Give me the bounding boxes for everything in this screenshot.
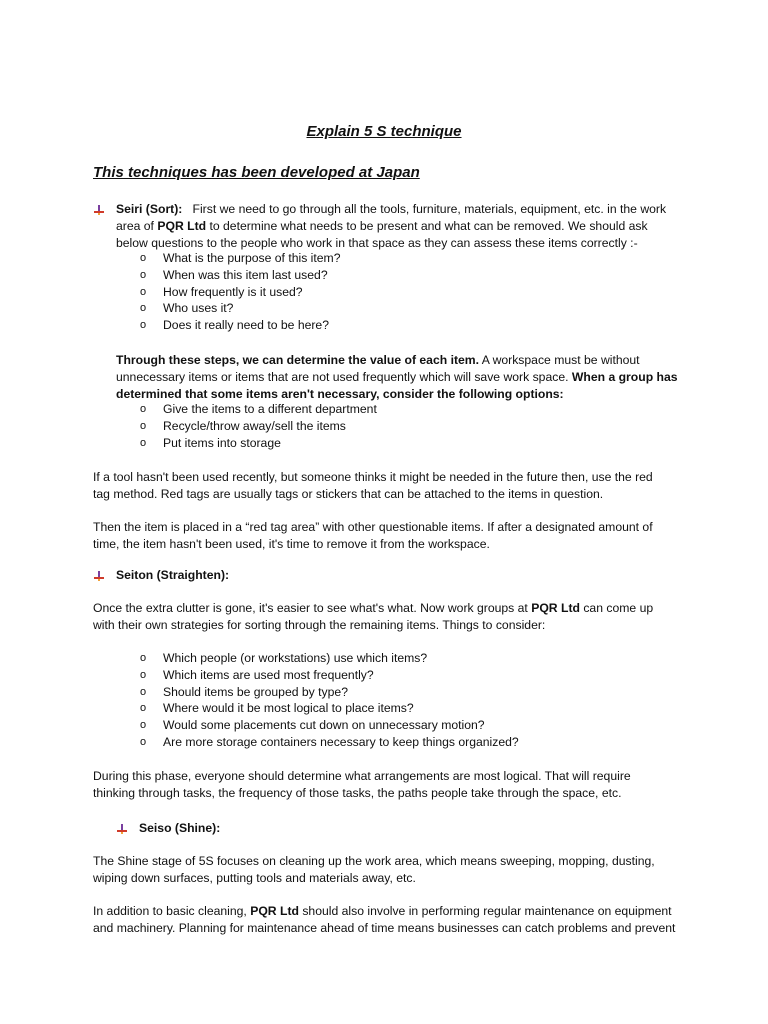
red-tag-area-paragraph (93, 519, 718, 553)
list-item (140, 650, 519, 667)
seiso-shine-line-1: The Shine stage of 5S focuses on cleaning up the work area, which means sweeping, mopping, dusting, (93, 854, 655, 868)
list-marker: o (140, 252, 147, 264)
list-item (140, 435, 377, 452)
company-name: PQR Ltd (250, 904, 299, 918)
steps-normal-text: A workspace must be without (479, 353, 640, 367)
seiton-question-list (140, 650, 519, 751)
list-item (140, 418, 377, 435)
seiton-line-1-pre: Once the extra clutter is gone, it's easier to see what's what. Now work groups at (93, 601, 532, 615)
seiso-shine-line-2: wiping down surfaces, putting tools and materials away, etc. (93, 870, 416, 885)
list-item-text: When was this item last used? (163, 267, 328, 282)
company-name: PQR Ltd (531, 601, 580, 615)
seiri-line-3: below questions to the people who work in that space as they can assess these items correctly :- (116, 235, 638, 250)
seiri-options-list (140, 401, 377, 451)
seiton-intro-paragraph (93, 600, 718, 634)
red-tag-line-2: tag method. Red tags are usually tags or stickers that can be attached to the items in question. (93, 486, 604, 501)
document-title: Explain 5 S technique (306, 123, 462, 140)
list-item-text: Would some placements cut down on unnecessary motion? (163, 718, 485, 733)
list-item (140, 684, 519, 701)
list-marker: o (140, 668, 147, 681)
list-marker: o (140, 719, 147, 732)
steps-line-2-pre: unnecessary items or items that are not used frequently which will save work space. (116, 369, 572, 384)
red-tag-area-line-1: Then the item is placed in a “red tag area” with other questionable items. If after a designated amount of (93, 520, 653, 534)
seiton-phase-line-2: thinking through tasks, the frequency of those tasks, the paths people take through the space, etc. (93, 785, 622, 800)
seiso-shine-paragraph (93, 853, 718, 887)
seiri-line-1: First we need to go through all the tools, furniture, materials, equipment, etc. in the work (192, 202, 667, 216)
arrow-bullet-icon (116, 823, 128, 835)
list-item (140, 317, 340, 334)
seiso-maint-line-2: and machinery. Planning for maintenance ahead of time means businesses can catch problems and prevent (93, 920, 676, 935)
list-marker: o (140, 419, 147, 432)
list-item (140, 284, 340, 301)
steps-line-2-bold: When a group has (571, 369, 678, 384)
seiso-maint-line-1-pre: In addition to basic cleaning, (93, 904, 251, 918)
list-item-text: Which people (or workstations) use which items? (163, 651, 428, 665)
seiso-heading: Seiso (Shine): (139, 821, 221, 835)
seiton-heading: Seiton (Straighten): (116, 568, 230, 582)
seiri-paragraph (116, 201, 716, 251)
list-marker: o (140, 403, 147, 415)
seiri-heading: Seiri (Sort): (116, 202, 183, 216)
list-item (140, 401, 377, 418)
list-item-text: Give the items to a different department (163, 402, 377, 416)
list-marker: o (140, 268, 147, 281)
list-item-text: Where would it be most logical to place items? (163, 701, 414, 716)
list-item-text: Are more storage containers necessary to keep things organized? (163, 734, 519, 749)
list-item (140, 300, 340, 317)
list-item (140, 667, 519, 684)
list-marker: o (140, 702, 147, 715)
list-marker: o (140, 436, 147, 449)
seiso-maintenance-paragraph (93, 903, 718, 937)
list-marker: o (140, 302, 147, 315)
list-item (140, 267, 340, 284)
list-item (140, 700, 519, 717)
list-item-text: Who uses it? (163, 301, 234, 316)
company-name: PQR Ltd (157, 218, 207, 233)
list-marker: o (140, 285, 147, 298)
list-item (140, 250, 340, 267)
list-item-text: Recycle/throw away/sell the items (163, 418, 346, 433)
seiton-line-2: with their own strategies for sorting through the remaining items. Things to consider: (93, 617, 546, 632)
list-item-text: Should items be grouped by type? (163, 684, 348, 699)
list-marker: o (140, 319, 147, 332)
arrow-bullet-icon (93, 204, 105, 216)
list-item (140, 734, 519, 751)
steps-line-3: determined that some items aren't necessary, consider the following options: (116, 386, 564, 401)
list-item-text: Does it really need to be here? (163, 318, 329, 333)
seiri-steps-paragraph (116, 352, 716, 402)
seiri-line-2-post: to determine what needs to be present and what can be removed. We should ask (206, 218, 648, 233)
list-marker: o (140, 735, 147, 748)
list-marker: o (140, 685, 147, 698)
seiri-line-2-pre: area of (116, 218, 158, 233)
seiton-line-1-post: can come up (579, 601, 654, 615)
document-subtitle: This techniques has been developed at Japan (93, 164, 420, 181)
list-item-text: Put items into storage (163, 435, 281, 450)
seiton-phase-line-1: During this phase, everyone should determine what arrangements are most logical. That will require (93, 769, 631, 783)
seiso-maint-line-1-post: should also involve in performing regular maintenance on equipment (298, 904, 672, 918)
red-tag-line-1: If a tool hasn't been used recently, but someone thinks it might be needed in the future then, use the red (93, 470, 653, 484)
steps-bold-text: Through these steps, we can determine the value of each item. (116, 353, 480, 367)
red-tag-area-line-2: time, the item hasn't been used, it's time to remove it from the workspace. (93, 536, 490, 551)
list-item-text: What is the purpose of this item? (163, 251, 341, 265)
seiri-question-list (140, 250, 340, 334)
seiton-phase-paragraph (93, 768, 718, 802)
list-item (140, 717, 519, 734)
list-marker: o (140, 652, 147, 664)
list-item-text: Which items are used most frequently? (163, 667, 374, 682)
arrow-bullet-icon (93, 570, 105, 582)
red-tag-paragraph (93, 469, 718, 503)
list-item-text: How frequently is it used? (163, 284, 303, 299)
